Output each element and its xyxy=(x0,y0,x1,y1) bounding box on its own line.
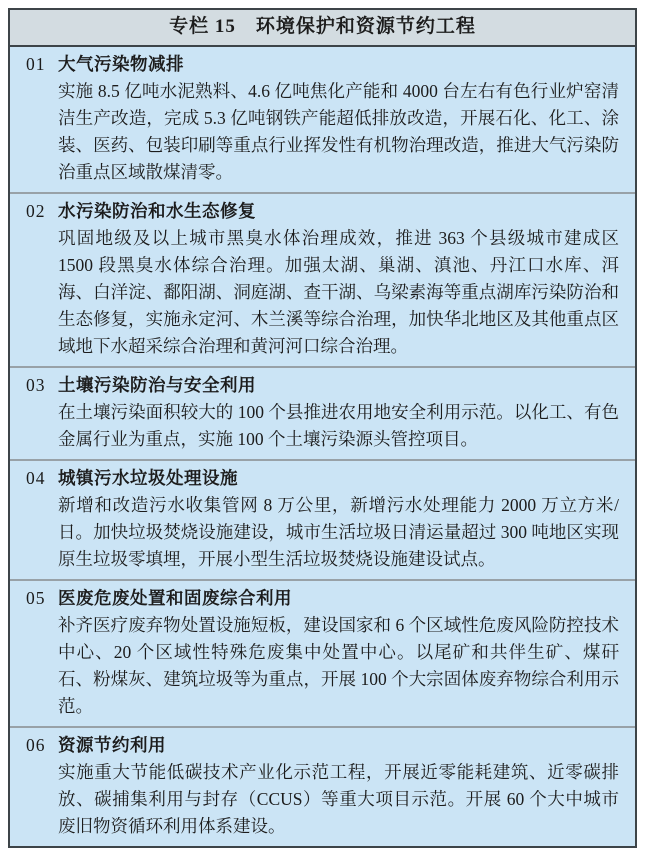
section-body: 在土壤污染面积较大的 100 个县推进农用地安全利用示范。以化工、有色金属行业为重点，实施 100 个土壤污染源头管控项目。 xyxy=(58,402,619,449)
section-title: 城镇污水垃圾处理设施 xyxy=(58,468,238,488)
section-title: 土壤污染防治与安全利用 xyxy=(58,375,256,395)
box-section xyxy=(10,726,635,846)
box-header-title: 专栏 15 环境保护和资源节约工程 xyxy=(10,10,635,47)
section-number: 05 xyxy=(26,588,46,608)
box-section xyxy=(10,47,635,192)
feature-box-panel xyxy=(8,8,637,848)
section-body: 巩固地级及以上城市黑臭水体治理成效，推进 363 个县级城市建成区 1500 段黑臭水体综合治理。加强太湖、巢湖、滇池、丹江口水库、洱海、白洋淀、鄱阳湖、洞庭湖、查干湖、乌梁素海等重点湖库污染防治和生态修复，实施永定河、木兰溪等综合治理，加快华北地区及其他重点区域地下水超采综合治理和黄河河口综合治理。 xyxy=(58,228,619,356)
section-body: 实施 8.5 亿吨水泥熟料、4.6 亿吨焦化产能和 4000 台左右有色行业炉窑清洁生产改造，完成 5.3 亿吨钢铁产能超低排放改造，开展石化、化工、涂装、医药、包装印刷等重点行业挥发性有机物治理改造，推进大气污染防治重点区域散煤清零。 xyxy=(58,81,619,182)
section-number: 02 xyxy=(26,201,46,221)
section-heading xyxy=(26,372,619,399)
box-section xyxy=(10,459,635,579)
section-title: 大气污染物减排 xyxy=(58,54,184,74)
section-body: 实施重大节能低碳技术产业化示范工程，开展近零能耗建筑、近零碳排放、碳捕集利用与封存（CCUS）等重大项目示范。开展 60 个大中城市废旧物资循环利用体系建设。 xyxy=(58,762,619,836)
section-title: 资源节约利用 xyxy=(58,735,166,755)
section-number: 06 xyxy=(26,735,46,755)
section-number: 04 xyxy=(26,468,46,488)
box-section xyxy=(10,579,635,726)
section-heading xyxy=(26,465,619,492)
section-body: 新增和改造污水收集管网 8 万公里，新增污水处理能力 2000 万立方米/日。加快垃圾焚烧设施建设，城市生活垃圾日清运量超过 300 吨地区实现原生垃圾零填埋，开展小型生活垃圾焚烧设施建设试点。 xyxy=(58,495,619,569)
section-title: 水污染防治和水生态修复 xyxy=(58,201,256,221)
box-section xyxy=(10,192,635,366)
section-number: 01 xyxy=(26,54,46,74)
box-section xyxy=(10,366,635,459)
section-heading xyxy=(26,732,619,759)
section-number: 03 xyxy=(26,375,46,395)
section-body: 补齐医疗废弃物处置设施短板，建设国家和 6 个区域性危废风险防控技术中心、20 个区域性特殊危废集中处置中心。以尾矿和共伴生矿、煤矸石、粉煤灰、建筑垃圾等为重点，开展 100 个大宗固体废弃物综合利用示范。 xyxy=(58,615,619,716)
section-heading xyxy=(26,585,619,612)
section-heading xyxy=(26,198,619,225)
section-title: 医废危废处置和固废综合利用 xyxy=(58,588,292,608)
section-heading xyxy=(26,51,619,78)
